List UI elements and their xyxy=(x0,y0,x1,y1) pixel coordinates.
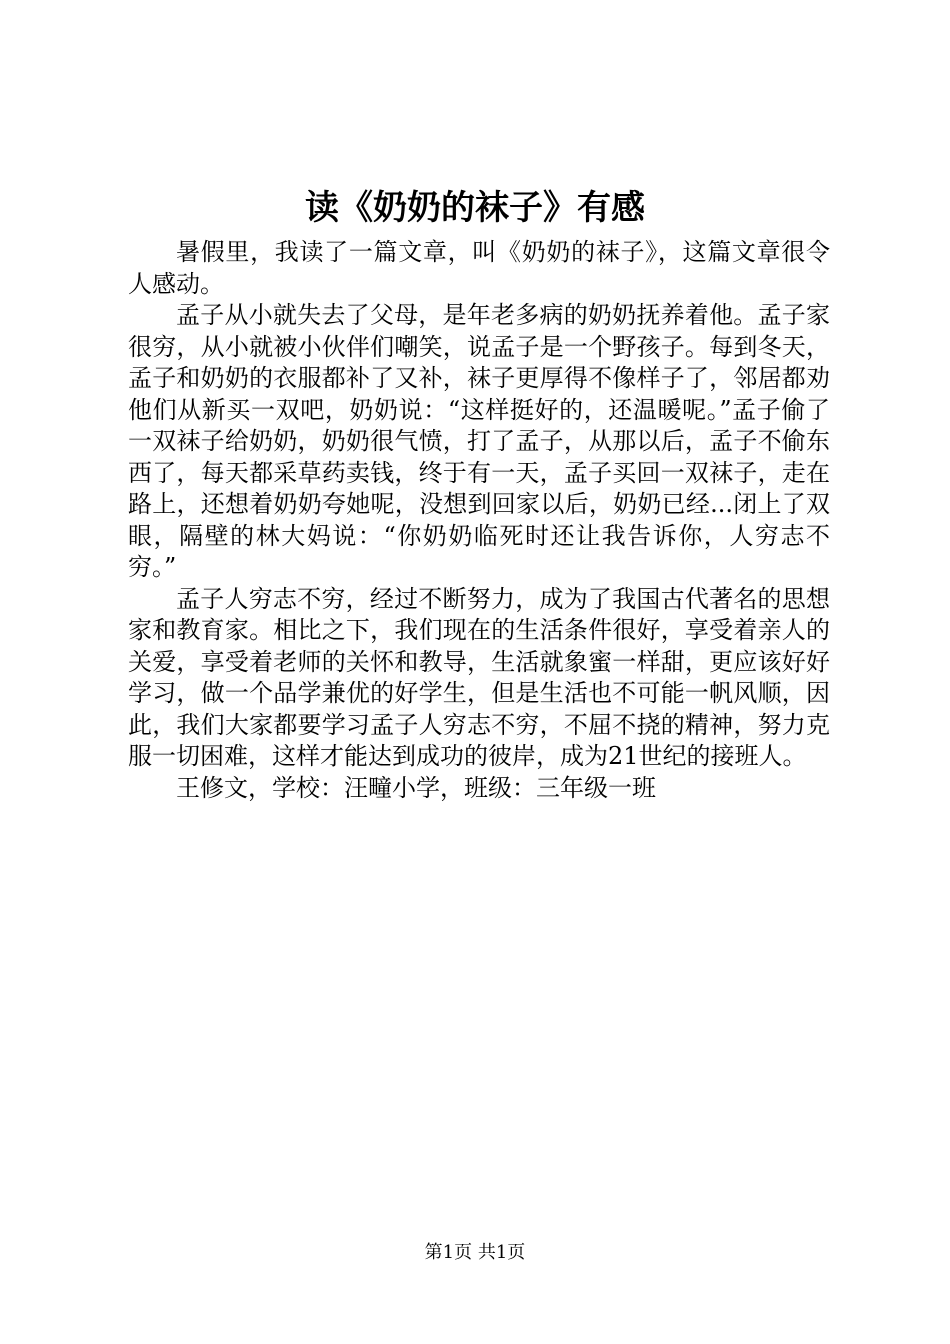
page-footer: 第1页 共1页 xyxy=(424,1242,526,1263)
paragraph-intro: 暑假里，我读了一篇文章，叫《奶奶的袜子》，这篇文章很令人感动。 xyxy=(128,238,830,298)
paragraph-story: 孟子从小就失去了父母，是年老多病的奶奶抚养着他。孟子家很穷，从小就被小伙伴们嘲笑，说孟子是一个野孩子。每到冬天，孟子和奶奶的衣服都补了又补，袜子更厚得不像样子了，邻居都劝他们从新买一双吧，奶奶说：“这样挺好的，还温暖呢。”孟子偷了一双袜子给奶奶，奶奶很气愤，打了孟子，从那以后，孟子不偷东西了，每天都采草药卖钱，终于有一天，孟子买回一双袜子，走在路上，还想着奶奶夸她呢，没想到回家以后，奶奶已经...闭上了双眼，隔壁的林大妈说：“你奶奶临死时还让我告诉你，人穷志不穷。” xyxy=(128,301,830,581)
paragraph-reflection: 孟子人穷志不穷，经过不断努力，成为了我国古代著名的思想家和教育家。相比之下，我们现在的生活条件很好，享受着亲人的关爱，享受着老师的关怀和教导，生活就象蜜一样甜，更应该好好学习，做一个品学兼优的好学生，但是生活也不可能一帆风顺，因此，我们大家都要学习孟子人穷志不穷，不屈不挠的精神，努力克服一切困难，这样才能达到成功的彼岸，成为21世纪的接班人。 xyxy=(128,584,830,770)
document-body xyxy=(128,237,830,804)
author-signature: 王修文，学校：汪疃小学，班级：三年级一班 xyxy=(176,773,656,802)
document-title: 读《奶奶的袜子》有感 xyxy=(305,188,645,228)
